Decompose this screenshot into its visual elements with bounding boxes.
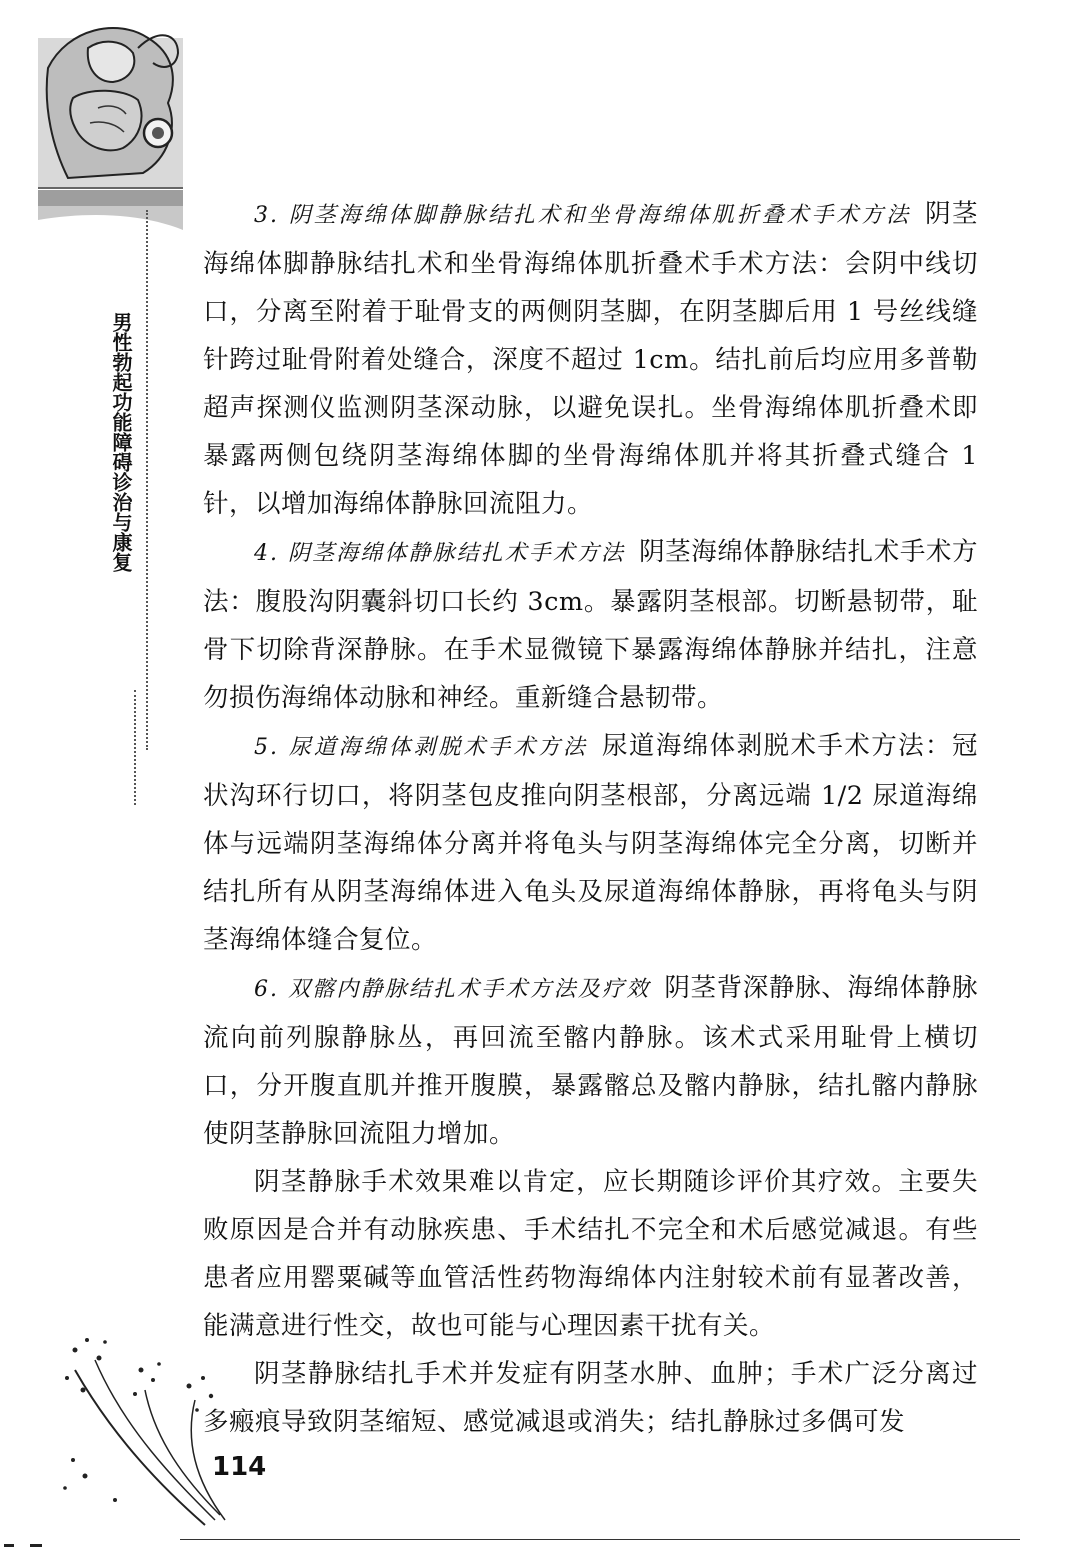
section-6 [203,964,978,1158]
section-heading: 3. 阴茎海绵体脚静脉结扎术和坐骨海绵体肌折叠术手术方法 [254,203,912,228]
section-body: 尿道海绵体剥脱术手术方法：冠状沟环行切口，将阴茎包皮推向阴茎根部，分离远端 1/2 尿道海绵体与远端阴茎海绵体分离并将龟头与阴茎海绵体完全分离，切断并结扎所有从阴茎海绵体进入龟头及尿道海绵体静脉，再将龟头与阴茎海绵体缝合复位。 [203,731,978,955]
section-heading: 4. 阴茎海绵体静脉结扎术手术方法 [254,541,626,566]
side-dotted-line-short [134,690,136,805]
side-chapter-title: 男性勃起功能障碍诊治与康复 [109,312,133,572]
section-body: 阴茎海绵体脚静脉结扎术和坐骨海绵体肌折叠术手术方法：会阴中线切口，分离至附着于耻骨支的两侧阴茎脚，在阴茎脚后用 1 号丝线缝针跨过耻骨附着处缝合，深度不超过 1cm。结扎前后均应用多普勒超声探测仪监测阴茎深动脉，以避免误扎。坐骨海绵体肌折叠术即暴露两侧包绕阴茎海绵体脚的坐骨海绵体肌并将其折叠式缝合 1 针，以增加海绵体静脉回流阻力。 [203,199,978,519]
paragraph: 阴茎静脉结扎手术并发症有阴茎水肿、血肿；手术广泛分离过多瘢痕导致阴茎缩短、感觉减退或消失；结扎静脉过多偶可发 [203,1359,978,1437]
sparkle-decoration [55,1330,235,1530]
bodybuilder-illustration [28,8,188,208]
page-number: 114 [212,1452,267,1482]
section-4 [203,528,978,722]
chapter-band-decoration [38,190,183,230]
main-text [203,190,978,1446]
section-body: 阴茎海绵体静脉结扎术手术方法：腹股沟阴囊斜切口长约 3cm。暴露阴茎根部。切断悬韧带，耻骨下切除背深静脉。在手术显微镜下暴露海绵体静脉并结扎，注意勿损伤海绵体动脉和神经。重新缝合悬韧带。 [203,537,978,713]
section-heading: 6. 双髂内静脉结扎术手术方法及疗效 [254,977,651,1002]
scan-edge-marks [0,1540,60,1561]
bottom-rule [180,1539,1020,1540]
section-heading: 5. 尿道海绵体剥脱术手术方法 [254,735,588,760]
section-5 [203,722,978,964]
paragraph: 阴茎静脉手术效果难以肯定，应长期随诊评价其疗效。主要失败原因是合并有动脉疾患、手术结扎不完全和术后感觉减退。有些患者应用罂粟碱等血管活性药物海绵体内注射较术前有显著改善，能满意进行性交，故也可能与心理因素干扰有关。 [203,1167,978,1341]
side-dotted-line [146,210,148,750]
section-3 [203,190,978,528]
section-body: 阴茎背深静脉、海绵体静脉流向前列腺静脉丛，再回流至髂内静脉。该术式采用耻骨上横切口，分开腹直肌并推开腹膜，暴露髂总及髂内静脉，结扎髂内静脉使阴茎静脉回流阻力增加。 [203,973,978,1149]
